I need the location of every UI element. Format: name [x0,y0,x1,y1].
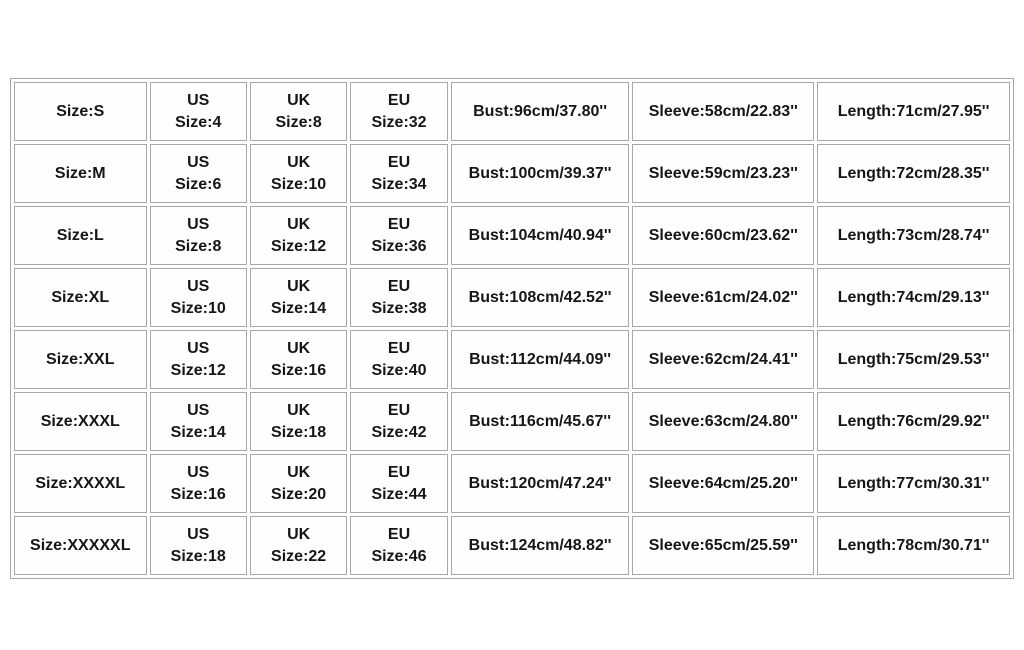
bust-cell: Bust:108cm/42.52'' [451,268,630,327]
bust-cell: Bust:112cm/44.09'' [451,330,630,389]
size-cell: Size:M [14,144,147,203]
eu-size-cell: EU Size:38 [350,268,447,327]
size-cell: Size:S [14,82,147,141]
us-size-cell: US Size:8 [150,206,247,265]
uk-size-cell: UK Size:18 [250,392,347,451]
length-cell: Length:78cm/30.71'' [817,516,1010,575]
size-cell: Size:XXL [14,330,147,389]
sleeve-cell: Sleeve:59cm/23.23'' [632,144,814,203]
sleeve-cell: Sleeve:60cm/23.62'' [632,206,814,265]
table-row [14,516,1010,575]
eu-size-cell: EU Size:40 [350,330,447,389]
length-cell: Length:76cm/29.92'' [817,392,1010,451]
bust-cell: Bust:116cm/45.67'' [451,392,630,451]
size-cell: Size:XXXL [14,392,147,451]
eu-size-cell: EU Size:46 [350,516,447,575]
uk-size-cell: UK Size:20 [250,454,347,513]
size-cell: Size:XL [14,268,147,327]
length-cell: Length:74cm/29.13'' [817,268,1010,327]
table-row [14,392,1010,451]
uk-size-cell: UK Size:12 [250,206,347,265]
us-size-cell: US Size:16 [150,454,247,513]
sleeve-cell: Sleeve:62cm/24.41'' [632,330,814,389]
length-cell: Length:75cm/29.53'' [817,330,1010,389]
uk-size-cell: UK Size:14 [250,268,347,327]
eu-size-cell: EU Size:44 [350,454,447,513]
sleeve-cell: Sleeve:61cm/24.02'' [632,268,814,327]
bust-cell: Bust:120cm/47.24'' [451,454,630,513]
table-row [14,206,1010,265]
length-cell: Length:73cm/28.74'' [817,206,1010,265]
us-size-cell: US Size:12 [150,330,247,389]
sleeve-cell: Sleeve:64cm/25.20'' [632,454,814,513]
table-row [14,330,1010,389]
table-row [14,268,1010,327]
eu-size-cell: EU Size:42 [350,392,447,451]
uk-size-cell: UK Size:8 [250,82,347,141]
length-cell: Length:77cm/30.31'' [817,454,1010,513]
size-cell: Size:XXXXL [14,454,147,513]
length-cell: Length:72cm/28.35'' [817,144,1010,203]
us-size-cell: US Size:14 [150,392,247,451]
us-size-cell: US Size:6 [150,144,247,203]
eu-size-cell: EU Size:34 [350,144,447,203]
us-size-cell: US Size:10 [150,268,247,327]
uk-size-cell: UK Size:22 [250,516,347,575]
size-chart-body [14,82,1010,575]
sleeve-cell: Sleeve:58cm/22.83'' [632,82,814,141]
us-size-cell: US Size:18 [150,516,247,575]
bust-cell: Bust:124cm/48.82'' [451,516,630,575]
size-cell: Size:L [14,206,147,265]
bust-cell: Bust:104cm/40.94'' [451,206,630,265]
size-cell: Size:XXXXXL [14,516,147,575]
eu-size-cell: EU Size:32 [350,82,447,141]
sleeve-cell: Sleeve:65cm/25.59'' [632,516,814,575]
us-size-cell: US Size:4 [150,82,247,141]
table-row [14,454,1010,513]
eu-size-cell: EU Size:36 [350,206,447,265]
uk-size-cell: UK Size:16 [250,330,347,389]
table-row [14,144,1010,203]
bust-cell: Bust:100cm/39.37'' [451,144,630,203]
uk-size-cell: UK Size:10 [250,144,347,203]
table-row [14,82,1010,141]
size-chart-table [10,78,1014,579]
bust-cell: Bust:96cm/37.80'' [451,82,630,141]
length-cell: Length:71cm/27.95'' [817,82,1010,141]
sleeve-cell: Sleeve:63cm/24.80'' [632,392,814,451]
